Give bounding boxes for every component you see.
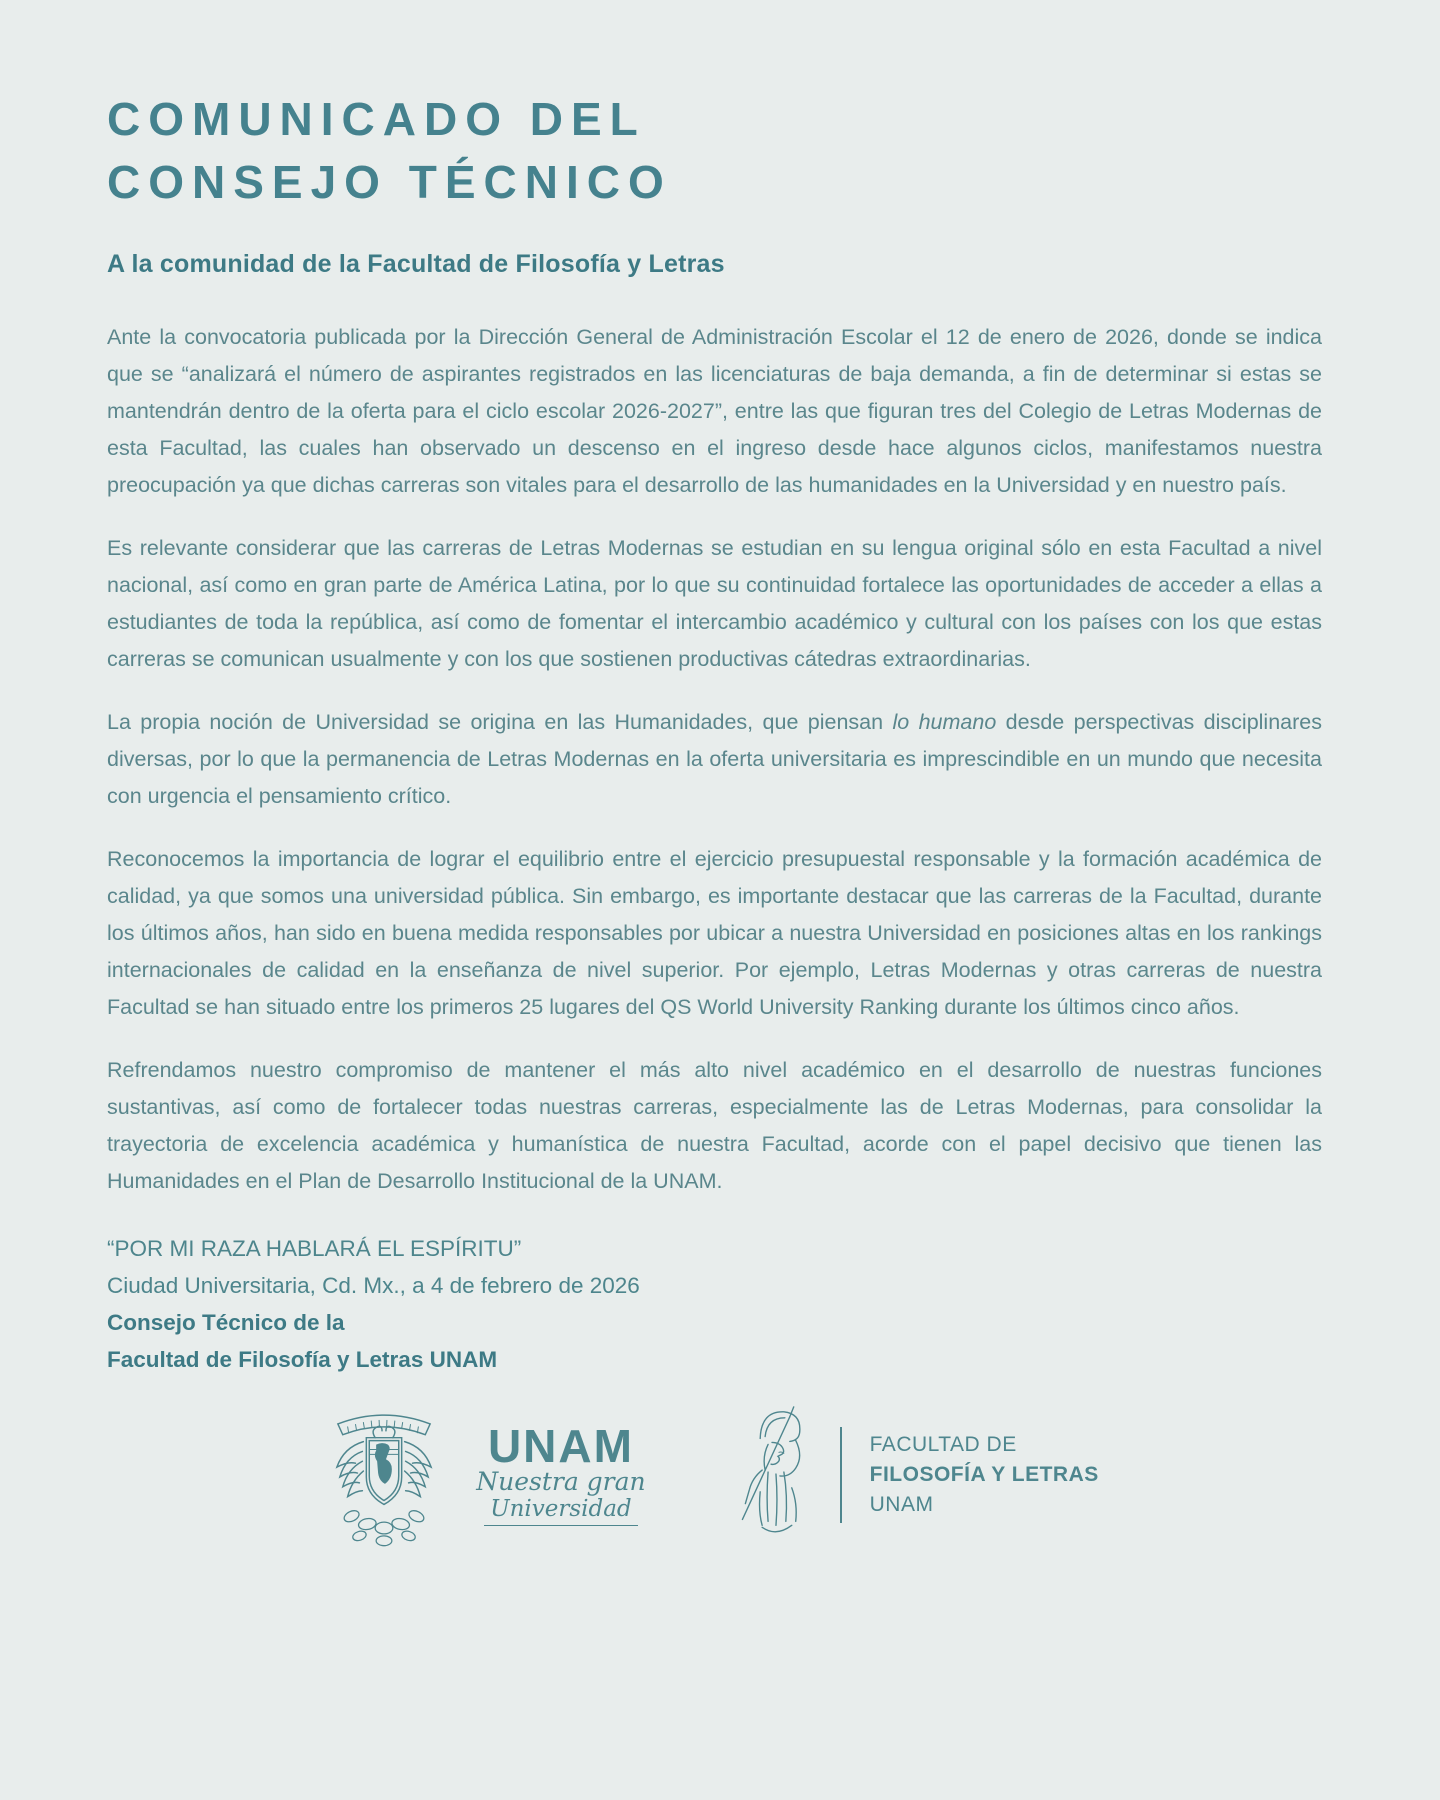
- ffyl-text-block: [870, 1430, 1099, 1520]
- ffyl-line-1: FACULTAD DE: [869, 1433, 1017, 1456]
- footer-divider: [840, 1427, 842, 1523]
- title-line-2: CONSEJO TÉCNICO: [107, 156, 672, 208]
- paragraph-2-text: Es relevante considerar que las carreras de Letras Modernas se estudian en su lengua original sólo en esta Facultad a nivel nacional, así como en gran parte de América Latina, por lo que su continuidad fortalece las oportunidades de acceder a ellas a estudiantes de toda la república, así como de fomentar el intercambio académico y cultural con los países con los que estas carreras se comunican usualmente y con los que sostienen productivas cátedras extraordinarias.: [107, 536, 1322, 671]
- unam-wordmark: UNAM: [487, 1420, 634, 1472]
- paragraph-1-text: Ante la convocatoria publicada por la Dirección General de Administración Escolar el 12 de enero de 2026, donde se indica que se “analizará el número de aspirantes registrados en las licenciaturas de baja demanda, a fin de determinar si estas se mantendrán dentro de la oferta para el ciclo escolar 2026-2027”, entre las que figuran tres del Colegio de Letras Modernas de esta Facultad, las cuales han observado un descenso en el ingreso desde hace algunos ciclos, manifestamos nuestra preocupación ya que dichas carreras son vitales para el desarrollo de las humanidades en la Universidad y en nuestro país.: [107, 325, 1322, 497]
- paragraph-2: [107, 530, 1322, 678]
- page-title: [107, 88, 1322, 214]
- unam-tagline-line-2: Universidad: [484, 1496, 637, 1526]
- signature-line-1: Consejo Técnico de la: [107, 1310, 345, 1335]
- paragraph-5: [107, 1052, 1322, 1200]
- footer-logos: [107, 1400, 1322, 1550]
- title-line-1: COMUNICADO DEL: [107, 93, 646, 145]
- ffyl-line-2: FILOSOFÍA Y LETRAS: [869, 1463, 1099, 1486]
- paragraph-5-text: Refrendamos nuestro compromiso de mantener el más alto nivel académico en el desarrollo de nuestras funciones sustantivas, así como de fortalecer todas nuestras carreras, especialmente las de Letras Modernas, para consolidar la trayectoria de excelencia académica y humanística de nuestra Facultad, acorde con el papel decisivo que tienen las Humanidades en el Plan de Desarrollo Institucional de la UNAM.: [107, 1058, 1322, 1193]
- motto: “POR MI RAZA HABLARÁ EL ESPÍRITU”: [107, 1236, 522, 1261]
- salutation: A la comunidad de la Facultad de Filosofía y Letras: [107, 250, 725, 278]
- paragraph-4-text: Reconocemos la importancia de lograr el equilibrio entre el ejercicio presupuestal responsable y la formación académica de calidad, ya que somos una universidad pública. Sin embargo, es importante destacar que las carreras de la Facultad, durante los últimos años, han sido en buena medida responsables por ubicar a nuestra Universidad en posiciones altas en los rankings internacionales de calidad en la enseñanza de nivel superior. Por ejemplo, Letras Modernas y otras carreras de nuestra Facultad se han situado entre los primeros 25 lugares del QS World University Ranking durante los últimos cinco años.: [107, 847, 1322, 1019]
- closing-block: [107, 1230, 1322, 1378]
- unam-wordmark-block: [476, 1420, 646, 1526]
- unam-crest-icon: [330, 1400, 438, 1550]
- paragraph-3-text-after: desde perspectivas disciplinares diversas, por lo que la permanencia de Letras Modernas en la oferta universitaria es imprescindible en un mundo que necesita con urgencia el pensamiento crítico.: [107, 710, 1322, 808]
- body-paragraphs: [107, 319, 1322, 1200]
- paragraph-1: [107, 319, 1322, 504]
- ffyl-line-3: UNAM: [869, 1493, 934, 1516]
- athena-icon: [734, 1401, 814, 1549]
- paragraph-4: [107, 841, 1322, 1026]
- signature-line-2: Facultad de Filosofía y Letras UNAM: [107, 1347, 498, 1372]
- italic-phrase: lo humano: [892, 710, 997, 734]
- paragraph-3-text-before: La propia noción de Universidad se origina en las Humanidades, que piensan: [107, 710, 893, 734]
- unam-tagline-line-1: Nuestra gran: [476, 1467, 646, 1496]
- paragraph-3: [107, 704, 1322, 815]
- dateline: Ciudad Universitaria, Cd. Mx., a 4 de febrero de 2026: [107, 1273, 640, 1298]
